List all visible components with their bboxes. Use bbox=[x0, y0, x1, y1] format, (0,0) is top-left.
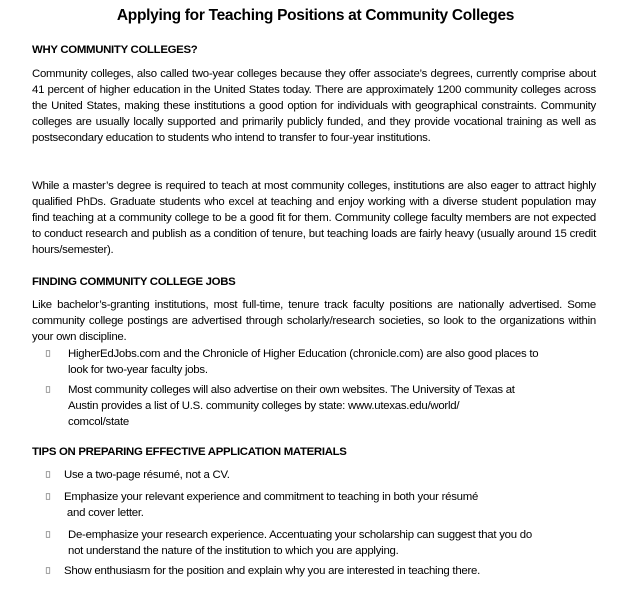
list-item bbox=[68, 382, 515, 430]
list-item bbox=[64, 563, 480, 579]
heading-tips: TIPS ON PREPARING EFFECTIVE APPLICATION MATERIALS bbox=[32, 446, 347, 458]
document-title: Applying for Teaching Positions at Community Colleges bbox=[116, 7, 515, 24]
bullet-icon bbox=[46, 567, 50, 573]
paragraph-why-1: Community colleges, also called two-year colleges because they offer associate’s degrees, currently comprise about 41 percent of higher education in the United States today. There are approximately 1200 community colleges across the United States, making these institutions a good option for individuals with geographical constraints. Community colleges are usually locally supported and primarily publicly funded, and they provide vocational training as well as postsecondary education to students who intend to transfer to four-year institutions. bbox=[32, 68, 596, 144]
list-item bbox=[68, 346, 538, 378]
bullet-icon bbox=[46, 386, 50, 392]
list-item bbox=[64, 467, 230, 483]
heading-finding-jobs: FINDING COMMUNITY COLLEGE JOBS bbox=[32, 276, 236, 288]
list-item-line: De-emphasize your research experience. Accentuating your scholarship can suggest that you do bbox=[68, 529, 532, 541]
list-item-line: Austin provides a list of U.S. community colleges by state: www.utexas.edu/world/ bbox=[68, 400, 460, 412]
paragraph-finding-1: Like bachelor’s-granting institutions, most full-time, tenure track faculty positions are nationally advertised. Some community college postings are advertised through scholarly/research societies, so look to the organizations within your own discipline. bbox=[32, 299, 596, 343]
bullet-icon bbox=[46, 531, 50, 537]
bullet-icon bbox=[46, 493, 50, 499]
list-item-line: look for two-year faculty jobs. bbox=[68, 364, 208, 376]
heading-why-community-colleges: WHY COMMUNITY COLLEGES? bbox=[32, 44, 198, 56]
bullet-icon bbox=[46, 350, 50, 356]
list-item-line: Most community colleges will also advertise on their own websites. The University of Texas at bbox=[68, 384, 515, 396]
paragraph-why-2: While a master’s degree is required to teach at most community colleges, institutions are also eager to attract highly qualified PhDs. Graduate students who excel at teaching and enjoy working with a diverse student population may find teaching at a community college to be a good fit for them. Community college faculty members are not expected to conduct research and publish as a condition of tenure, but teaching loads are fairly heavy (usually around 15 credit hours/semester). bbox=[32, 180, 596, 256]
list-item-line: Use a two-page résumé, not a CV. bbox=[64, 469, 230, 481]
list-item-line: and cover letter. bbox=[64, 507, 144, 519]
list-item-line: Show enthusiasm for the position and explain why you are interested in teaching there. bbox=[64, 565, 481, 577]
bullet-icon bbox=[46, 471, 50, 477]
list-item-line: HigherEdJobs.com and the Chronicle of Higher Education (chronicle.com) are also good places to bbox=[68, 348, 539, 360]
list-item bbox=[68, 527, 532, 559]
list-item-line: not understand the nature of the institution to which you are applying. bbox=[68, 545, 399, 557]
list-item-line: comcol/state bbox=[68, 416, 129, 428]
list-item-line: Emphasize your relevant experience and commitment to teaching in both your résumé bbox=[64, 491, 479, 503]
list-item bbox=[64, 489, 478, 521]
